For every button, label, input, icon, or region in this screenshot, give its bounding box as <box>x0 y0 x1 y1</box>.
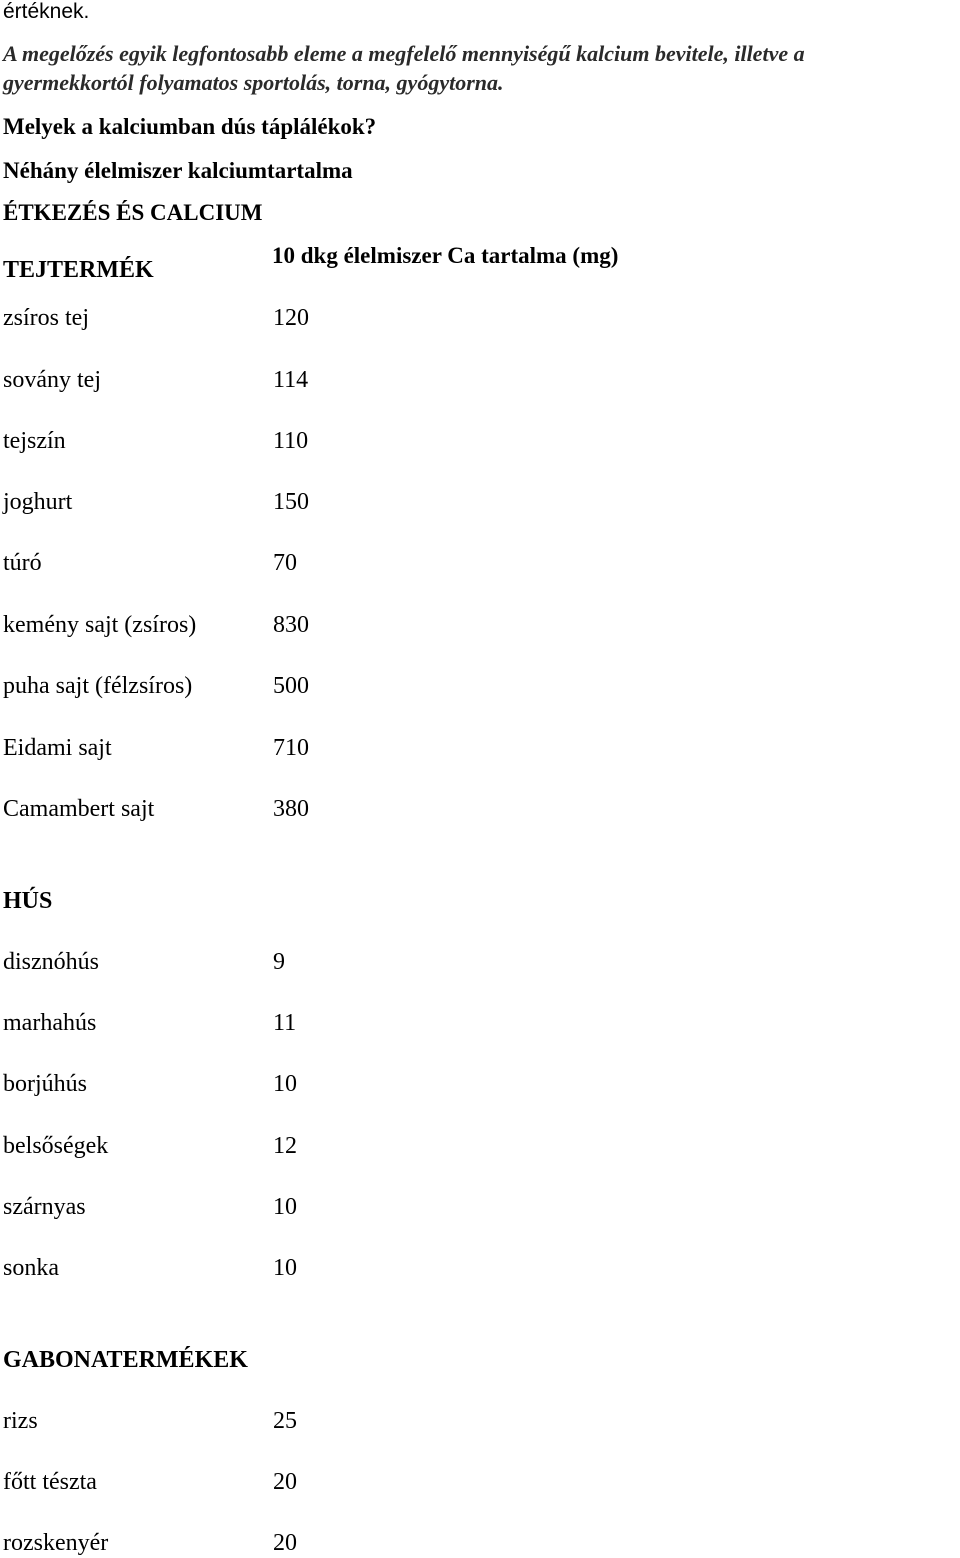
table-row-value: 9 <box>273 949 285 975</box>
table-row-food: Eidami sajt <box>3 735 112 761</box>
table-row-food: zsíros tej <box>3 305 89 331</box>
group-heading-dairy: TEJTERMÉK <box>3 257 154 283</box>
table-row-value: 11 <box>273 1010 297 1036</box>
table-row-value: 500 <box>273 673 309 699</box>
table-row-value: 710 <box>273 735 309 761</box>
intro-fragment: értéknek. <box>3 0 90 23</box>
table-row-value: 114 <box>273 367 309 393</box>
table-row-value: 380 <box>273 796 309 822</box>
table-row-value: 70 <box>273 550 297 576</box>
question-heading: Melyek a kalciumban dús táplálékok? <box>3 114 377 139</box>
table-row-value: 10 <box>273 1071 297 1097</box>
table-row-food: joghurt <box>3 489 73 515</box>
table-row-value: 110 <box>273 428 309 454</box>
table-row-food: borjúhús <box>3 1071 87 1097</box>
group-heading-meat: HÚS <box>3 888 53 914</box>
table-row-food: kemény sajt (zsíros) <box>3 612 197 638</box>
table-row-value: 25 <box>273 1408 297 1434</box>
intro-paragraph-line-2: gyermekkortól folyamatos sportolás, torna, gyógytorna. <box>3 70 504 95</box>
table-row-food: belsőségek <box>3 1133 109 1159</box>
table-row-value: 20 <box>273 1530 297 1556</box>
table-row-food: főtt tészta <box>3 1469 97 1495</box>
table-row-value: 830 <box>273 612 309 638</box>
table-row-value: 10 <box>273 1194 297 1220</box>
table-row-food: sovány tej <box>3 367 101 393</box>
table-row-food: marhahús <box>3 1010 97 1036</box>
table-row-value: 120 <box>273 305 309 331</box>
table-row-food: sonka <box>3 1255 59 1281</box>
table-row-value: 150 <box>273 489 309 515</box>
table-row-value: 12 <box>273 1133 297 1159</box>
table-row-food: puha sajt (félzsíros) <box>3 673 193 699</box>
table-row-value: 10 <box>273 1255 297 1281</box>
table-row-value: 20 <box>273 1469 297 1495</box>
table-row-food: rizs <box>3 1408 38 1434</box>
table-row-food: disznóhús <box>3 949 99 975</box>
column-header: 10 dkg élelmiszer Ca tartalma (mg) <box>272 243 619 268</box>
group-heading-grains: GABONATERMÉKEK <box>3 1347 248 1373</box>
table-row-food: tejszín <box>3 428 66 454</box>
table-row-food: Camambert sajt <box>3 796 155 822</box>
table-row-food: rozskenyér <box>3 1530 109 1556</box>
intro-paragraph-line-1: A megelőzés egyik legfontosabb eleme a megfelelő mennyiségű kalcium bevitele, illetve a <box>3 41 805 66</box>
section-title: ÉTKEZÉS ÉS CALCIUM <box>3 200 263 225</box>
table-row-food: túró <box>3 550 42 576</box>
table-row-food: szárnyas <box>3 1194 86 1220</box>
subtitle: Néhány élelmiszer kalciumtartalma <box>3 158 353 183</box>
